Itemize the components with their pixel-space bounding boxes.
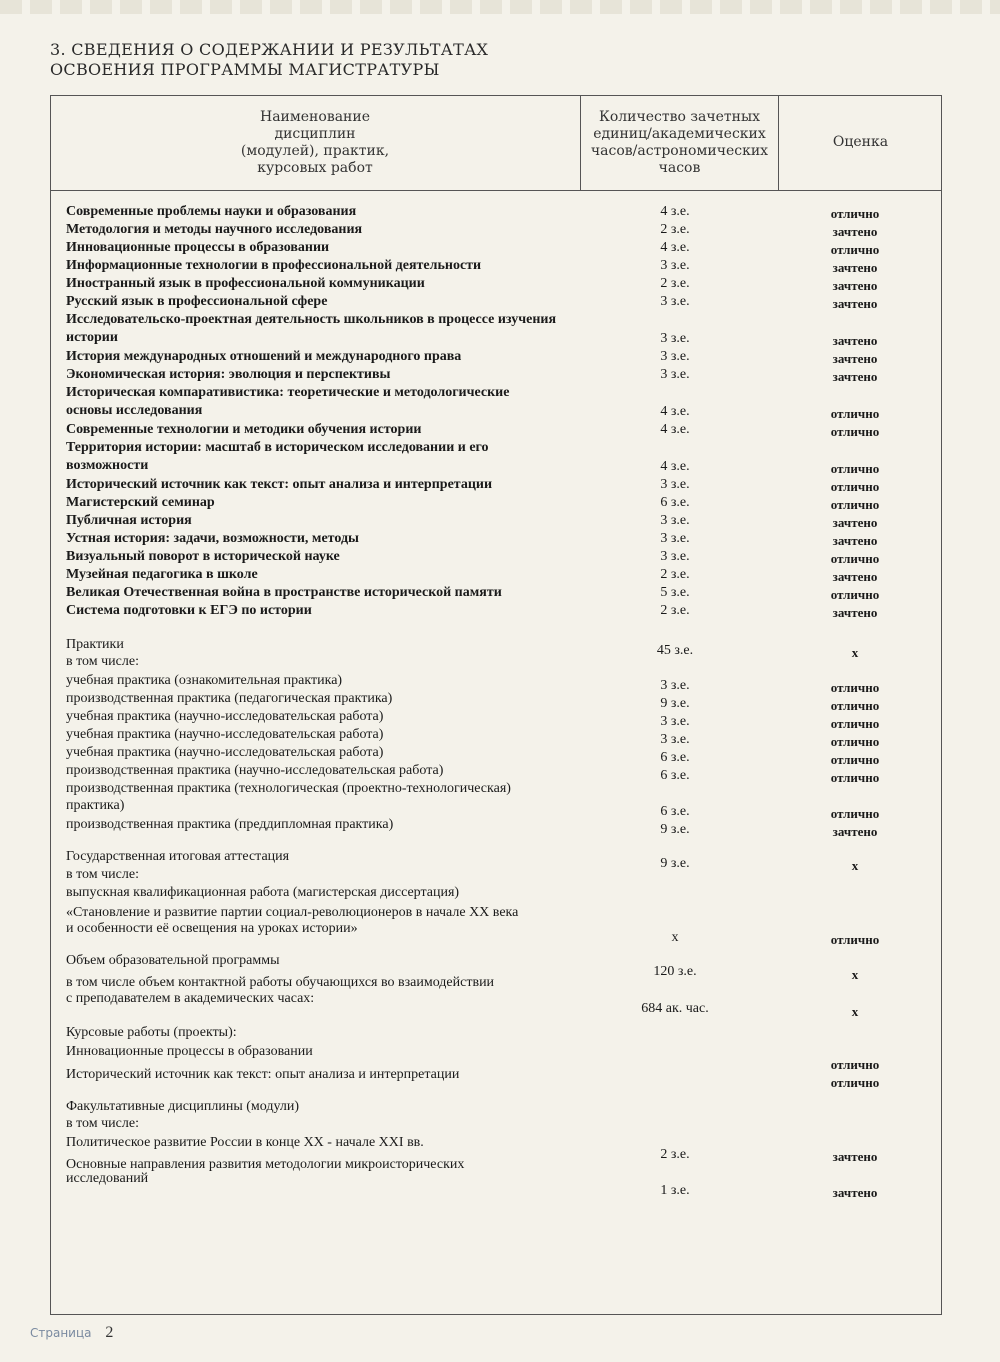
practice-item-grade: отлично	[830, 752, 880, 767]
page-footer	[30, 1324, 113, 1342]
elective-credits: 2 з.е.	[660, 1147, 690, 1162]
discipline-credits: 2 з.е.	[660, 276, 690, 291]
discipline-grade: отлично	[830, 587, 880, 602]
practice-item-name: производственная практика (преддипломная практика)	[66, 817, 394, 832]
volume-credits: 120 з.е.	[653, 964, 697, 979]
practice-item-grade: отлично	[830, 698, 880, 713]
discipline-credits: 3 з.е.	[660, 349, 690, 364]
gia-label: Государственная итоговая аттестация	[66, 849, 290, 864]
practice-item-credits: 6 з.е.	[660, 804, 690, 819]
elective-credits: 1 з.е.	[660, 1183, 690, 1198]
discipline-name: Магистерский семинар	[66, 495, 215, 510]
discipline-credits: 4 з.е.	[660, 204, 690, 219]
discipline-name: История международных отношений и международного права	[66, 349, 462, 364]
discipline-credits: 3 з.е.	[660, 294, 690, 309]
discipline-grade: зачтено	[832, 260, 878, 275]
section-title	[50, 40, 488, 80]
discipline-credits: 3 з.е.	[660, 531, 690, 546]
discipline-name: Публичная история	[66, 513, 192, 528]
practice-item-credits: 3 з.е.	[660, 714, 690, 729]
discipline-name-cont: основы исследования	[66, 403, 203, 418]
gia-thesis-title-cont: и особенности её освещения на уроках истории»	[66, 921, 358, 936]
discipline-grade: отлично	[830, 242, 880, 257]
discipline-credits: 2 з.е.	[660, 567, 690, 582]
discipline-credits: 3 з.е.	[660, 477, 690, 492]
gia-sub: в том числе:	[66, 867, 139, 882]
practice-item-grade: отлично	[830, 716, 880, 731]
discipline-name: Историческая компаративистика: теоретические и методологические	[66, 385, 510, 400]
section-title-line-2: ОСВОЕНИЯ ПРОГРАММЫ МАГИСТРАТУРЫ	[50, 60, 440, 79]
discipline-name: Экономическая история: эволюция и перспективы	[66, 367, 391, 382]
volume-hours: 684 ак. час.	[641, 1001, 709, 1016]
discipline-name-cont: возможности	[66, 458, 149, 473]
volume-grade: х	[851, 967, 859, 982]
discipline-grade: отлично	[830, 424, 880, 439]
elective-name-cont: исследований	[66, 1171, 149, 1186]
volume-hours-grade: х	[851, 1004, 859, 1019]
discipline-credits: 3 з.е.	[660, 513, 690, 528]
practice-item-name: учебная практика (научно-исследовательская работа)	[66, 745, 384, 760]
practice-item-grade: отлично	[830, 770, 880, 785]
practice-item-grade: отлично	[830, 734, 880, 749]
discipline-grade: отлично	[830, 406, 880, 421]
practice-item-name: производственная практика (технологическая (проектно-технологическая)	[66, 781, 511, 796]
discipline-grade: зачтено	[832, 569, 878, 584]
discipline-grade: зачтено	[832, 333, 878, 348]
practice-item-name: производственная практика (научно-исследовательская работа)	[66, 763, 444, 778]
elective-grade: зачтено	[832, 1149, 878, 1164]
discipline-grade: зачтено	[832, 369, 878, 384]
practice-item-grade: зачтено	[832, 824, 878, 839]
discipline-credits: 2 з.е.	[660, 222, 690, 237]
practice-item-credits: 9 з.е.	[660, 696, 690, 711]
practice-sub: в том числе:	[66, 654, 139, 669]
coursework-name: Исторический источник как текст: опыт анализа и интерпретации	[66, 1067, 460, 1082]
discipline-grade: зачтено	[832, 533, 878, 548]
discipline-name: Устная история: задачи, возможности, методы	[66, 531, 359, 546]
page-number: 2	[105, 1324, 114, 1341]
practice-label: Практики	[66, 637, 124, 652]
gia-thesis-grade: отлично	[830, 932, 880, 947]
coursework-grade: отлично	[830, 1075, 880, 1090]
section-title-line-1: 3. СВЕДЕНИЯ О СОДЕРЖАНИИ И РЕЗУЛЬТАТАХ	[50, 40, 489, 59]
gia-thesis-credits: х	[671, 930, 679, 945]
header-divider	[50, 190, 942, 191]
discipline-credits: 3 з.е.	[660, 331, 690, 346]
discipline-name: Инновационные процессы в образовании	[66, 240, 330, 255]
practice-item-name: учебная практика (ознакомительная практика)	[66, 673, 343, 688]
practice-grade: х	[851, 645, 859, 660]
coursework-grade: отлично	[830, 1057, 880, 1072]
discipline-name: Современные технологии и методики обучения истории	[66, 422, 422, 437]
discipline-name: Исторический источник как текст: опыт анализа и интерпретации	[66, 477, 493, 492]
gia-credits: 9 з.е.	[660, 856, 690, 871]
gia-thesis-title: «Становление и развитие партии социал-революционеров в начале ХХ века	[66, 905, 519, 920]
discipline-name: Система подготовки к ЕГЭ по истории	[66, 603, 312, 618]
discipline-grade: зачтено	[832, 351, 878, 366]
discipline-name: Великая Отечественная война в пространстве исторической памяти	[66, 585, 502, 600]
discipline-grade: зачтено	[832, 278, 878, 293]
practice-credits: 45 з.е.	[656, 643, 694, 658]
practice-item-credits: 3 з.е.	[660, 732, 690, 747]
discipline-credits: 4 з.е.	[660, 404, 690, 419]
practice-item-credits: 6 з.е.	[660, 750, 690, 765]
gia-grade: х	[851, 858, 859, 873]
footer-label: Страница	[30, 1326, 92, 1340]
practice-item-credits: 3 з.е.	[660, 678, 690, 693]
discipline-grade: отлично	[830, 497, 880, 512]
practice-item-credits: 9 з.е.	[660, 822, 690, 837]
gia-thesis: выпускная квалификационная работа (магистерская диссертация)	[66, 885, 460, 900]
discipline-grade: отлично	[830, 551, 880, 566]
discipline-grade: отлично	[830, 479, 880, 494]
top-ornament	[0, 0, 1000, 14]
discipline-grade: отлично	[830, 206, 880, 221]
discipline-grade: зачтено	[832, 224, 878, 239]
header-credits: Количество зачетных единиц/академических часов/астрономических часов	[590, 108, 769, 176]
discipline-grade: зачтено	[832, 296, 878, 311]
header-name: Наименование дисциплин (модулей), практик, курсовых работ	[240, 108, 390, 176]
practice-item-name-cont: практика)	[66, 798, 125, 813]
discipline-credits: 3 з.е.	[660, 367, 690, 382]
discipline-credits: 3 з.е.	[660, 549, 690, 564]
discipline-name: Музейная педагогика в школе	[66, 567, 258, 582]
elective-grade: зачтено	[832, 1185, 878, 1200]
discipline-credits: 6 з.е.	[660, 495, 690, 510]
electives-label: Факультативные дисциплины (модули)	[66, 1099, 300, 1114]
practice-item-name: учебная практика (научно-исследовательская работа)	[66, 709, 384, 724]
practice-item-name: производственная практика (педагогическая практика)	[66, 691, 393, 706]
discipline-name: Территория истории: масштаб в историческом исследовании и его	[66, 440, 489, 455]
discipline-grade: зачтено	[832, 605, 878, 620]
volume-label: Объем образовательной программы	[66, 953, 280, 968]
elective-name: Основные направления развития методологии микроисторических	[66, 1157, 465, 1172]
discipline-name: Современные проблемы науки и образования	[66, 204, 357, 219]
elective-name: Политическое развитие России в конце ХХ - начале ХХI вв.	[66, 1135, 424, 1150]
discipline-credits: 4 з.е.	[660, 240, 690, 255]
volume-contact: в том числе объем контактной работы обучающихся во взаимодействии	[66, 975, 495, 990]
discipline-credits: 3 з.е.	[660, 258, 690, 273]
discipline-name: Иностранный язык в профессиональной коммуникации	[66, 276, 425, 291]
volume-contact-cont: с преподавателем в академических часах:	[66, 991, 315, 1006]
discipline-name: Исследовательско-проектная деятельность школьников в процессе изучения	[66, 312, 557, 327]
practice-item-name: учебная практика (научно-исследовательская работа)	[66, 727, 384, 742]
discipline-credits: 4 з.е.	[660, 422, 690, 437]
discipline-grade: отлично	[830, 461, 880, 476]
discipline-grade: зачтено	[832, 515, 878, 530]
practice-item-credits: 6 з.е.	[660, 768, 690, 783]
practice-item-grade: отлично	[830, 680, 880, 695]
coursework-label: Курсовые работы (проекты):	[66, 1025, 237, 1040]
discipline-name: Методология и методы научного исследования	[66, 222, 363, 237]
header-grade: Оценка	[832, 134, 889, 150]
discipline-name: Русский язык в профессиональной сфере	[66, 294, 328, 309]
discipline-credits: 5 з.е.	[660, 585, 690, 600]
discipline-name: Информационные технологии в профессиональной деятельности	[66, 258, 482, 273]
practice-item-grade: отлично	[830, 806, 880, 821]
electives-sub: в том числе:	[66, 1116, 139, 1131]
discipline-name: Визуальный поворот в исторической науке	[66, 549, 340, 564]
discipline-name-cont: истории	[66, 330, 118, 345]
discipline-credits: 4 з.е.	[660, 459, 690, 474]
coursework-name: Инновационные процессы в образовании	[66, 1044, 313, 1059]
discipline-credits: 2 з.е.	[660, 603, 690, 618]
